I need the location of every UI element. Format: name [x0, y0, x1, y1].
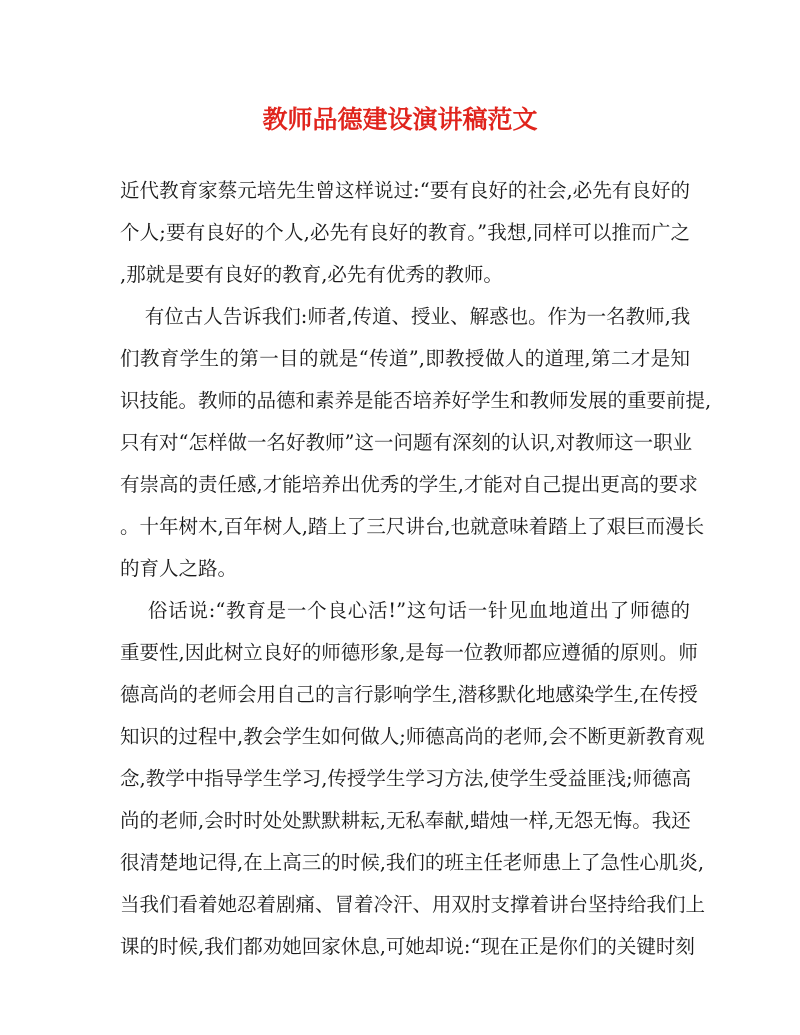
text-line-11: 俗话说:“教育是一个良心活!”这句话一针见血地道出了师德的 — [120, 599, 690, 622]
text-line-14: 知识的过程中,教会学生如何做人;师德高尚的老师,会不断更新教育观 — [120, 725, 705, 748]
text-line-12: 重要性,因此树立良好的师德形象,是每一位教师都应遵循的原则。师 — [120, 641, 698, 664]
text-line-8: 有崇高的责任感,才能培养出优秀的学生,才能对自己提出更高的要求 — [120, 473, 698, 496]
text-line-2: 个人;要有良好的个人,必先有良好的教育。”我想,同样可以推而广之 — [120, 221, 690, 244]
text-line-4: 有位古人告诉我们:师者,传道、授业、解惑也。作为一名教师,我 — [120, 305, 691, 328]
text-line-5: 们教育学生的第一目的就是“传道”,即教授做人的道理,第二才是知 — [120, 347, 690, 370]
text-line-1: 近代教育家蔡元培先生曾这样说过:“要有良好的社会,必先有良好的 — [120, 179, 690, 202]
text-line-17: 很清楚地记得,在上高三的时候,我们的班主任老师患上了急性心肌炎, — [120, 851, 705, 874]
text-line-7: 只有对“怎样做一名好教师”这一问题有深刻的认识,对教师这一职业 — [120, 431, 693, 454]
text-line-16: 尚的老师,会时时处处默默耕耘,无私奉献,蜡烛一样,无怨无悔。我还 — [120, 809, 691, 832]
text-line-10: 的育人之路。 — [120, 557, 238, 580]
text-line-15: 念,教学中指导学生学习,传授学生学习方法,使学生受益匪浅;师德高 — [120, 767, 692, 790]
text-line-3: ,那就是要有良好的教育,必先有优秀的教师。 — [120, 263, 503, 286]
text-line-6: 识技能。教师的品德和素养是能否培养好学生和教师发展的重要前提, — [120, 389, 712, 412]
text-line-18: 当我们看着她忍着剧痛、冒着冷汗、用双肘支撑着讲台坚持给我们上 — [120, 893, 706, 916]
page-title: 教师品德建设演讲稿范文 — [262, 105, 538, 134]
text-line-13: 德高尚的老师会用自己的言行影响学生,潜移默化地感染学生,在传授 — [120, 683, 698, 706]
text-line-9: 。十年树木,百年树人,踏上了三尺讲台,也就意味着踏上了艰巨而漫长 — [120, 515, 705, 538]
text-line-19: 课的时候,我们都劝她回家休息,可她却说:“现在正是你们的关键时刻 — [120, 935, 695, 958]
